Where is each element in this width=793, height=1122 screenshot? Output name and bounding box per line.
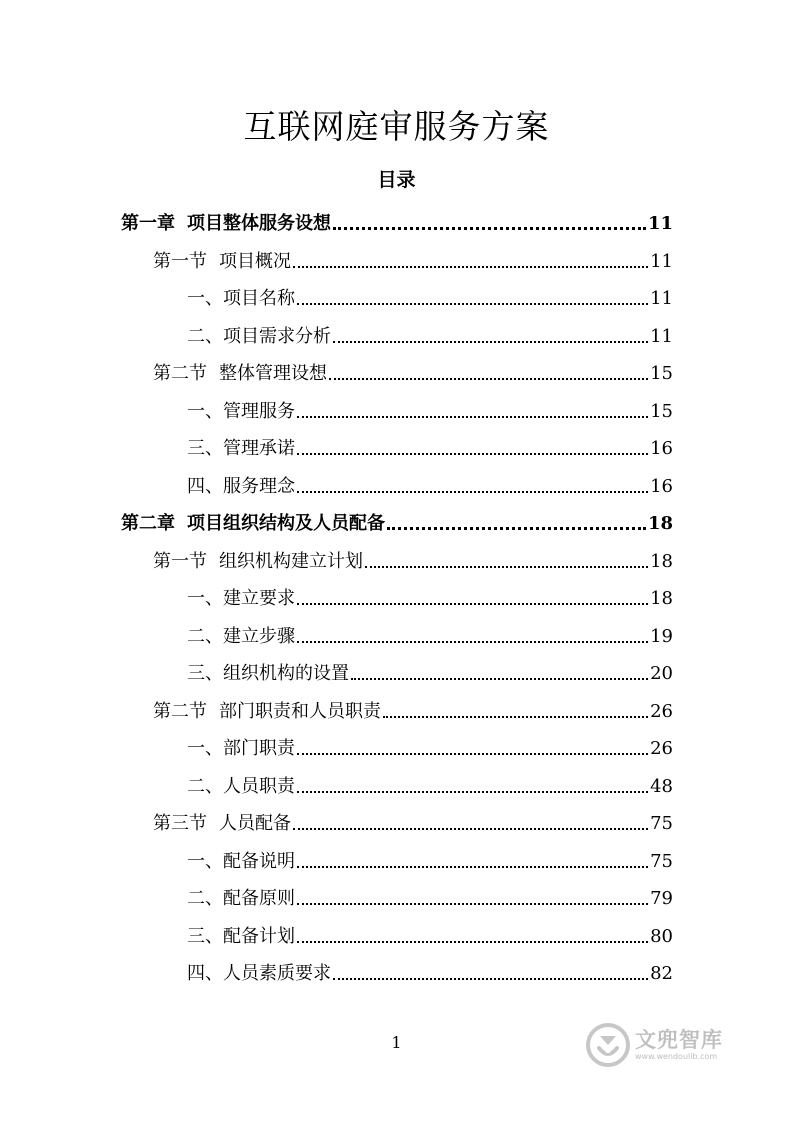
toc-dot-leader [297,903,648,905]
wendou-logo-icon [585,1022,631,1068]
toc-entry-page: 11 [650,288,673,309]
toc-entry-prefix: 三、 [187,663,223,684]
toc-entry-page: 26 [650,738,673,759]
toc-entry-title: 建立步骤 [223,625,295,647]
toc-dot-leader [333,341,648,343]
toc-entry-label [121,513,385,535]
toc-entry-title: 人员素质要求 [223,963,331,984]
toc-entry[interactable] [187,393,673,423]
toc-dot-leader [297,941,648,943]
toc-entry-prefix: 四、 [187,963,223,984]
toc-entry-title: 项目组织结构及人员配备 [187,513,385,534]
toc-entry-label [187,438,295,460]
toc-entry[interactable] [187,618,673,648]
toc-entry-prefix: 一、 [187,588,223,609]
toc-entry[interactable] [187,955,673,985]
toc-entry-title: 部门职责 [223,738,295,759]
toc-entry-page: 48 [650,775,673,797]
toc-entry-label [153,701,381,723]
toc-entry-title: 服务理念 [223,475,295,497]
toc-dot-leader [297,416,648,418]
toc-entry-label [187,288,295,310]
toc-entry-label [187,663,349,685]
toc-entry-page: 75 [650,813,673,834]
toc-entry-title: 配备说明 [223,850,295,872]
toc-dot-leader [297,603,648,605]
toc-entry[interactable] [153,355,673,385]
toc-entry-prefix: 第二节 [153,363,207,384]
toc-entry-prefix: 第一节 [153,550,207,572]
toc-dot-leader [297,453,648,455]
toc-entry-label [187,963,331,985]
toc-dot-leader [297,866,648,868]
toc-entry-label [153,813,291,835]
toc-entry-prefix: 二、 [187,775,223,797]
toc-entry-title: 组织机构建立计划 [219,550,363,572]
toc-entry-prefix: 三、 [187,438,223,459]
toc-dot-leader [297,491,648,493]
toc-entry-prefix: 第三节 [153,813,207,834]
toc-entry-title: 项目整体服务设想 [187,213,331,234]
watermark-name: 文兜智库 [635,1028,723,1052]
toc-entry-label [187,851,295,873]
toc-dot-leader [329,378,648,380]
page-number: 1 [391,1033,402,1052]
toc-dot-leader [297,641,648,643]
toc-entry-label [187,888,295,910]
toc-entry-page: 18 [647,513,673,534]
toc-entry[interactable] [187,655,673,685]
toc-dot-leader [293,266,648,268]
toc-entry-page: 15 [650,363,673,384]
toc-entry-prefix: 二、 [187,325,223,347]
toc-dot-leader [293,828,648,830]
toc-entry-page: 26 [650,700,673,722]
toc-entry-title: 管理承诺 [223,438,295,459]
toc-entry-title: 项目名称 [223,288,295,309]
toc-entry-label [187,326,331,348]
toc-entry-title: 部门职责和人员职责 [219,700,381,722]
toc-entry[interactable] [187,843,673,873]
toc-dot-leader [297,303,648,305]
toc-entry-prefix: 三、 [187,925,223,947]
toc-dot-leader [297,753,648,755]
toc-entry-prefix: 四、 [187,475,223,497]
toc-entry-title: 整体管理设想 [219,363,327,384]
toc-entry-prefix: 一、 [187,400,223,422]
toc-entry[interactable] [153,243,673,273]
toc-entry-label [187,626,295,648]
toc-entry-prefix: 二、 [187,625,223,647]
toc-entry[interactable] [187,468,673,498]
toc-entry-title: 配备原则 [223,888,295,909]
toc-entry-prefix: 二、 [187,888,223,909]
toc-entry[interactable] [187,280,673,310]
toc-dot-leader [351,678,648,680]
toc-entry-title: 组织机构的设置 [223,663,349,684]
toc-entry[interactable] [187,768,673,798]
toc-entry-page: 80 [650,925,673,947]
toc-entry-label [187,401,295,423]
toc-entry-title: 项目需求分析 [223,325,331,347]
toc-dot-leader [297,791,648,793]
toc-entry[interactable] [187,580,673,610]
toc-entry[interactable] [153,693,673,723]
toc-entry-label [153,363,327,385]
toc-entry-title: 管理服务 [223,400,295,422]
toc-entry-page: 16 [650,438,673,459]
toc-entry-label [153,551,363,573]
toc-entry-prefix: 一、 [187,850,223,872]
toc-entry-label [187,588,295,610]
toc-entry-page: 75 [650,850,673,872]
watermark-url: www.wendoulib.com [635,1052,718,1061]
toc-entry-page: 15 [650,400,673,422]
toc-entry-label [153,251,291,273]
toc-entry-title: 项目概况 [219,250,291,272]
toc-dot-leader [333,227,646,230]
document-title: 互联网庭审服务方案 [243,107,550,146]
toc-dot-leader [387,527,646,530]
toc-entry[interactable] [187,918,673,948]
toc-entry-page: 18 [650,588,673,609]
toc-entry-page: 19 [650,625,673,647]
toc-heading: 目录 [377,169,416,191]
toc-entry-label [187,738,295,760]
toc-entry-title: 人员职责 [223,775,295,797]
toc-dot-leader [365,566,648,568]
toc-entry-page: 16 [650,475,673,497]
toc-entry-prefix: 一、 [187,738,223,759]
toc-entry[interactable] [187,880,673,910]
toc-entry-label [121,213,331,235]
toc-dot-leader [333,978,648,980]
toc-entry[interactable] [187,318,673,348]
toc-entry[interactable] [187,730,673,760]
toc-entry-title: 建立要求 [223,588,295,609]
toc-entry-prefix: 一、 [187,288,223,309]
toc-entry-page: 11 [650,250,673,272]
toc-entry-label [187,476,295,498]
toc-entry-page: 11 [647,213,673,234]
toc-entry[interactable] [153,543,673,573]
toc-entry[interactable] [121,505,673,535]
toc-entry[interactable] [153,805,673,835]
toc-entry-page: 20 [650,663,673,684]
toc-entry-page: 79 [650,888,673,909]
toc-entry-prefix: 第二节 [153,700,207,722]
toc-entry-title: 配备计划 [223,925,295,947]
toc-entry[interactable] [187,430,673,460]
toc-entry-label [187,926,295,948]
toc-entry-prefix: 第一章 [121,213,175,234]
toc-entry-page: 18 [650,550,673,572]
watermark [585,1020,765,1070]
toc-entry-prefix: 第二章 [121,513,175,534]
toc-dot-leader [383,716,648,718]
toc-entry[interactable] [121,205,673,235]
toc-entry-title: 人员配备 [219,813,291,834]
toc-entry-prefix: 第一节 [153,250,207,272]
toc-entry-page: 11 [650,325,673,347]
toc-entry-page: 82 [650,963,673,984]
toc-entry-label [187,776,295,798]
